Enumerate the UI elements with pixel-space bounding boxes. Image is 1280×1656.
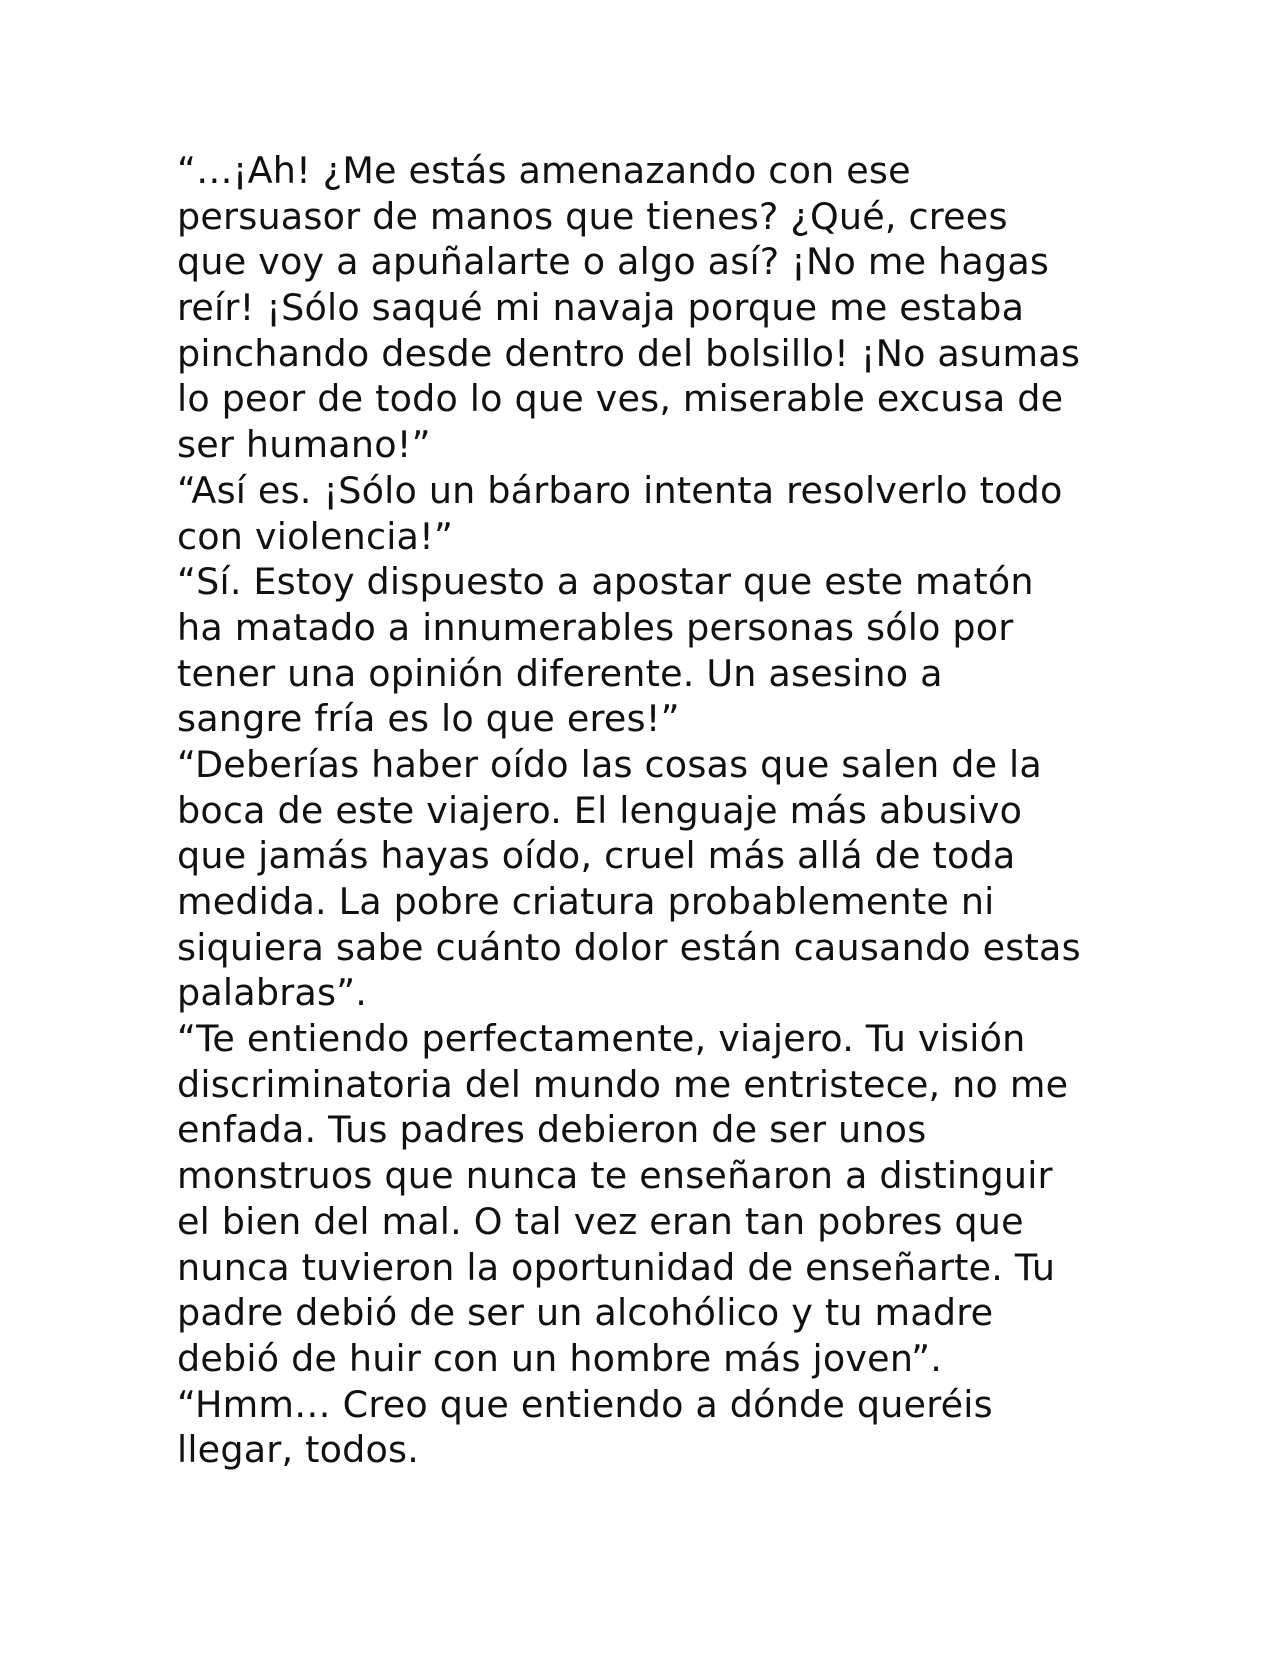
text-line: lo peor de todo lo que ves, miserable excusa de [177,377,1064,421]
text-line: ha matado a innumerables personas sólo por [177,605,1014,649]
text-line: “Así es. ¡Sólo un bárbaro intenta resolverlo todo [177,468,1063,512]
text-line: que voy a apuñalarte o algo así? ¡No me hagas [177,240,1050,284]
text-line: reír! ¡Sólo saqué mi navaja porque me estaba [177,286,1025,330]
text-line: discriminatoria del mundo me entristece, no me [177,1062,1069,1106]
text-line: “…¡Ah! ¿Me estás amenazando con ese [177,149,911,192]
text-line: “Deberías haber oído las cosas que salen de la [177,742,1042,786]
text-line: enfada. Tus padres debieron de ser unos [177,1108,927,1152]
text-line: con violencia!” [177,514,454,558]
text-line: “Hmm… Creo que entiendo a dónde queréis [177,1382,993,1426]
text-line: boca de este viajero. El lenguaje más abusivo [177,788,1023,832]
text-line: ser humano!” [177,423,431,467]
text-line: “Sí. Estoy dispuesto a apostar que este matón [177,560,1034,604]
text-line: nunca tuvieron la oportunidad de enseñarte. Tu [177,1245,1056,1289]
text-line: palabras”. [177,971,368,1015]
text-line: el bien del mal. O tal vez eran tan pobres que [177,1199,1024,1243]
text-line: persuasor de manos que tienes? ¿Qué, crees [177,194,1008,238]
text-line: pinchando desde dentro del bolsillo! ¡No asumas [177,331,1081,375]
text-line: monstruos que nunca te enseñaron a distinguir [177,1154,1053,1198]
text-line: “Te entiendo perfectamente, viajero. Tu visión [177,1017,1026,1061]
text-line: tener una opinión diferente. Un asesino a [177,651,943,695]
text-line: que jamás hayas oído, cruel más allá de toda [177,834,1016,878]
text-line: debió de huir con un hombre más joven”. [177,1336,943,1380]
text-line: medida. La pobre criatura probablemente ni [177,880,995,923]
text-line: llegar, todos. [177,1428,420,1472]
body-text [177,148,1117,1473]
text-line: siquiera sabe cuánto dolor están causando estas [177,925,1081,969]
text-line: padre debió de ser un alcohólico y tu madre [177,1291,994,1335]
text-line: sangre fría es lo que eres!” [177,697,680,741]
